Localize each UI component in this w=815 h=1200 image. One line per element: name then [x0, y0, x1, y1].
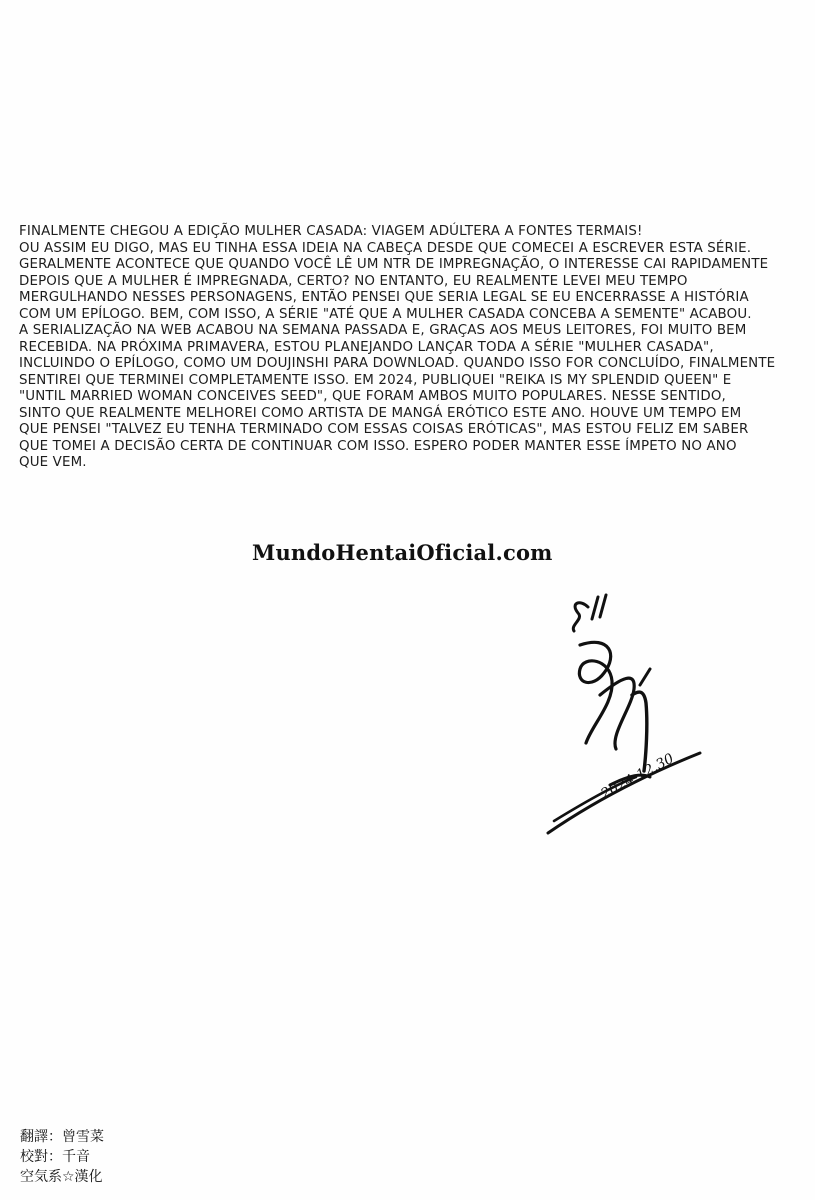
afterword-line: SINTO QUE REALMENTE MELHOREI COMO ARTISTA DE MANGÁ ERÓTICO ESTE ANO. HOUVE UM TEMPO EM	[19, 405, 742, 421]
afterword-line: COM UM EPÍLOGO. BEM, COM ISSO, A SÉRIE "ATÉ QUE A MULHER CASADA CONCEBA A SEMENTE" ACABOU.	[19, 306, 752, 322]
afterword-line: FINALMENTE CHEGOU A EDIÇÃO MULHER CASADA: VIAGEM ADÚLTERA A FONTES TERMAIS!	[19, 224, 643, 239]
watermark-text: MundoHentaiOficial.com	[252, 540, 553, 565]
afterword-line: A SERIALIZAÇÃO NA WEB ACABOU NA SEMANA PASSADA E, GRAÇAS AOS MEUS LEITORES, FOI MUITO BEM	[19, 323, 747, 338]
afterword-line: OU ASSIM EU DIGO, MAS EU TINHA ESSA IDEIA NA CABEÇA DESDE QUE COMECEI A ESCREVER ESTA SÉRIE.	[19, 240, 752, 256]
afterword-text	[19, 224, 799, 472]
credits-block	[20, 1127, 104, 1187]
scanlation-group: 空気系☆漢化	[20, 1169, 103, 1185]
translation-credit: 翻譯：曾雪菜	[20, 1129, 104, 1145]
afterword-line: RECEBIDA. NA PRÓXIMA PRIMAVERA, ESTOU PLANEJANDO LANÇAR TODA A SÉRIE "MULHER CASADA",	[19, 339, 714, 355]
signature-date: 2024.12.30	[598, 750, 677, 803]
afterword-line: DEPOIS QUE A MULHER É IMPREGNADA, CERTO? NO ENTANTO, EU REALMENTE LEVEI MEU TEMPO	[19, 273, 688, 289]
afterword-line: MERGULHANDO NESSES PERSONAGENS, ENTÃO PENSEI QUE SERIA LEGAL SE EU ENCERRASSE A HISTÓRIA	[19, 290, 749, 305]
afterword-line: QUE PENSEI "TALVEZ EU TENHA TERMINADO COM ESSAS COISAS ERÓTICAS", MAS ESTOU FELIZ EM SABER	[19, 422, 749, 437]
afterword-line: SENTIREI QUE TERMINEI COMPLETAMENTE ISSO. EM 2024, PUBLIQUEI "REIKA IS MY SPLENDID QUEEN" E	[19, 372, 732, 388]
afterword-line: QUE TOMEI A DECISÃO CERTA DE CONTINUAR COM ISSO. ESPERO PODER MANTER ESSE ÍMPETO NO ANO	[19, 438, 737, 454]
handwritten-signature	[540, 585, 720, 845]
afterword-line: "UNTIL MARRIED WOMAN CONCEIVES SEED", QUE FORAM AMBOS MUITO POPULARES. NESSE SENTIDO,	[19, 389, 726, 404]
afterword-line: INCLUINDO O EPÍLOGO, COMO UM DOUJINSHI PARA DOWNLOAD. QUANDO ISSO FOR CONCLUÍDO, FINALMENTE	[19, 356, 776, 371]
afterword-line: GERALMENTE ACONTECE QUE QUANDO VOCÊ LÊ UM NTR DE IMPREGNAÇÃO, O INTERESSE CAI RAPIDAMENTE	[19, 257, 769, 272]
afterword-line: QUE VEM.	[19, 455, 87, 470]
proofreading-credit: 校對：千音	[20, 1149, 90, 1165]
